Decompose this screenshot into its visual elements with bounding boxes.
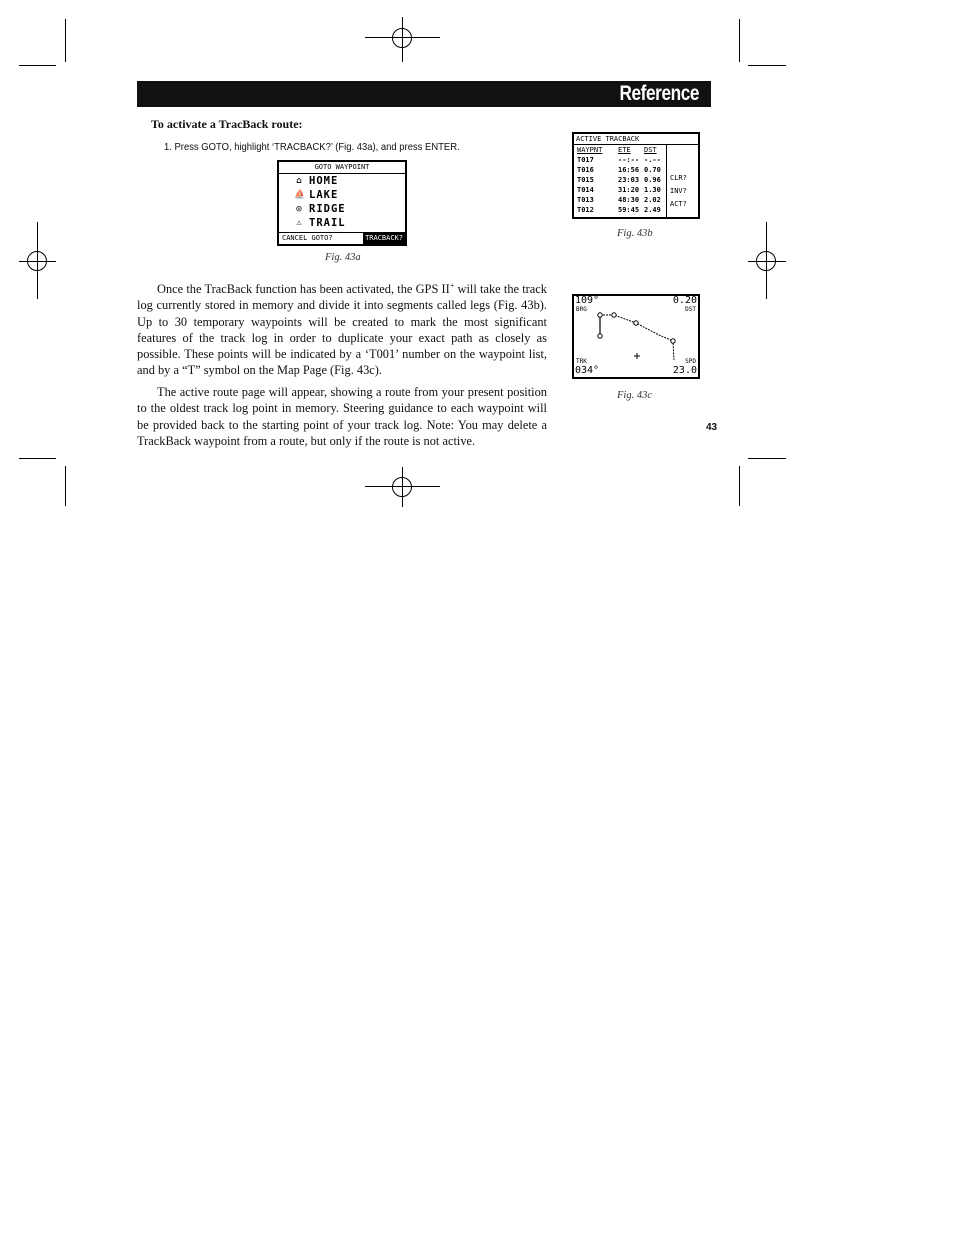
fig-43b-caption: Fig. 43b bbox=[617, 228, 653, 239]
waypoint-marker bbox=[598, 334, 602, 338]
waypoint-label: HOME bbox=[309, 175, 339, 187]
goto-title: GOTO WAYPOINT bbox=[279, 162, 405, 174]
activate-option: ACT? bbox=[670, 200, 687, 208]
boat-icon: ⛵ bbox=[294, 190, 307, 200]
bearing-label: BRG bbox=[576, 306, 587, 313]
waypoint-item bbox=[294, 189, 339, 201]
table-row: T017 --:-- -.-- bbox=[577, 156, 661, 164]
track-label: TRK bbox=[576, 358, 587, 365]
fig-43a-caption: Fig. 43a bbox=[325, 252, 361, 263]
distance-value: 0.20 bbox=[672, 295, 697, 306]
house-icon: ⌂ bbox=[296, 176, 303, 186]
col-ete: ETE bbox=[618, 146, 631, 154]
divider bbox=[574, 144, 698, 145]
waypoint-label: TRAIL bbox=[309, 217, 346, 229]
col-dst: DST bbox=[644, 146, 657, 154]
waypoint-item bbox=[296, 217, 346, 229]
tracback-option: TRACBACK? bbox=[365, 234, 403, 242]
step-1: 1. Press GOTO, highlight ‘TRACBACK?’ (Fig. 43a), and press ENTER. bbox=[164, 141, 460, 153]
waypoint-marker bbox=[612, 313, 616, 317]
circle-dot-icon: ◎ bbox=[296, 204, 303, 214]
section-heading: To activate a TracBack route: bbox=[151, 117, 303, 131]
col-waypnt: WAYPNT bbox=[577, 146, 603, 154]
bearing-value: 109° bbox=[575, 295, 600, 306]
header-banner bbox=[137, 81, 711, 107]
distance-label: DST bbox=[685, 306, 696, 313]
cancel-goto-option: CANCEL GOTO? bbox=[282, 234, 333, 242]
fig-43a-screen bbox=[277, 160, 407, 246]
waypoint-marker bbox=[598, 313, 602, 317]
table-row: T016 16:56 0.70 bbox=[577, 166, 661, 174]
table-row: T013 48:30 2.02 bbox=[577, 196, 661, 204]
divider bbox=[666, 144, 667, 217]
body-paragraph-2: The active route page will appear, showing a route from your present position to the oldest track log point in memory. Steering guidance to each waypoint will be provided back to the starting point of your track log. Note: You may delete a TrackBack waypoint from a route, but only if the route is not active. bbox=[137, 385, 547, 448]
fig-43c-screen bbox=[572, 294, 700, 379]
table-row: T015 23:03 0.96 bbox=[577, 176, 661, 184]
page-title: Reference bbox=[619, 82, 699, 105]
track-value: 034° bbox=[575, 365, 600, 376]
waypoint-label: LAKE bbox=[309, 189, 339, 201]
body-paragraph-1: Once the TracBack function has been activated, the GPS II+ will take the track log currently stored in memory and divide it into segments called legs (Fig. 43b). Up to 30 temporary waypoints will be created to mark the most significant features of the track log in order to duplicate your exact path as closely as possible. These points will be indicated by a ‘T001’ number on the waypoint list, and by a “T” symbol on the Map Page (Fig. 43c). bbox=[137, 280, 547, 378]
page-number: 43 bbox=[706, 422, 718, 433]
speed-label: SPD bbox=[685, 358, 696, 365]
goto-bottom-bar bbox=[279, 232, 405, 244]
fig-43b-screen bbox=[572, 132, 700, 219]
waypoint-marker bbox=[634, 321, 638, 325]
route-title: ACTIVE TRACBACK bbox=[576, 135, 640, 143]
table-row: T014 31:20 1.30 bbox=[577, 186, 661, 194]
fig-43c-caption: Fig. 43c bbox=[617, 390, 652, 401]
waypoint-marker bbox=[671, 339, 675, 343]
invert-option: INV? bbox=[670, 187, 687, 195]
waypoint-item bbox=[296, 203, 346, 215]
speed-value: 23.0 bbox=[672, 365, 697, 376]
waypoint-label: RIDGE bbox=[309, 203, 346, 215]
waypoint-item bbox=[296, 175, 339, 187]
clear-option: CLR? bbox=[670, 174, 687, 182]
table-row: T012 59:45 2.49 bbox=[577, 206, 661, 214]
hiker-icon: ⚠ bbox=[296, 218, 303, 228]
